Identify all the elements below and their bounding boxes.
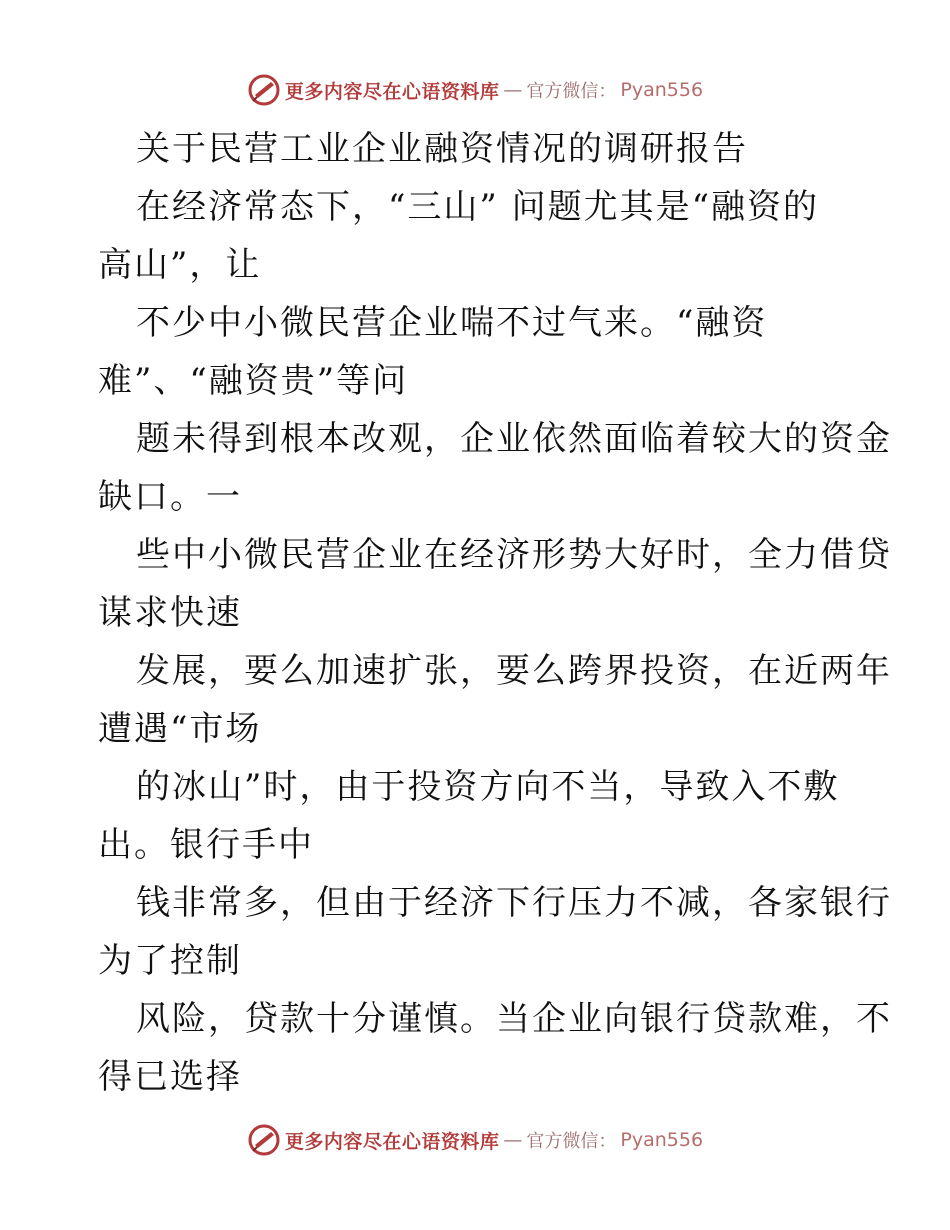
document-body bbox=[98, 120, 892, 1106]
pen-logo-icon bbox=[247, 73, 281, 107]
text-line: 得已选择 bbox=[98, 1057, 242, 1097]
text-line: 的冰山”时，由于投资方向不当，导致入不敷 bbox=[136, 767, 840, 807]
banner-separator: — bbox=[503, 1129, 523, 1151]
banner-main-text: 更多内容尽在心语资料库 bbox=[284, 1130, 500, 1153]
banner-main-text: 更多内容尽在心语资料库 bbox=[284, 80, 500, 103]
footer-watermark-banner bbox=[0, 1120, 950, 1160]
banner-wechat-id: Pyan556 bbox=[620, 79, 704, 101]
text-line: 出。银行手中 bbox=[98, 825, 314, 865]
text-line: 难”、“融资贵”等问 bbox=[98, 361, 409, 401]
text-line: 些中小微民营企业在经济形势大好时，全力借贷 bbox=[136, 535, 892, 575]
text-line: 钱非常多，但由于经济下行压力不减，各家银行 bbox=[136, 883, 892, 923]
text-line: 高山”，让 bbox=[98, 245, 262, 285]
text-line: 在经济常态下，“三山” 问题尤其是“融资的 bbox=[136, 187, 819, 227]
text-line: 谋求快速 bbox=[98, 593, 242, 633]
banner-wechat-id: Pyan556 bbox=[620, 1129, 704, 1151]
banner-separator: — bbox=[503, 79, 523, 101]
text-line: 缺口。一 bbox=[98, 477, 242, 517]
banner-wechat-label: 官方微信： bbox=[526, 81, 617, 102]
banner-wechat-label: 官方微信： bbox=[526, 1131, 617, 1152]
text-line: 发展，要么加速扩张，要么跨界投资，在近两年 bbox=[136, 651, 892, 691]
text-line: 风险，贷款十分谨慎。当企业向银行贷款难，不 bbox=[136, 999, 892, 1039]
text-line: 为了控制 bbox=[98, 941, 242, 981]
pen-logo-icon bbox=[247, 1123, 281, 1157]
text-line: 题未得到根本改观，企业依然面临着较大的资金 bbox=[136, 419, 892, 459]
header-watermark-banner bbox=[0, 70, 950, 110]
text-line: 遭遇“市场 bbox=[98, 709, 262, 749]
text-line: 不少中小微民营企业喘不过气来。“融资 bbox=[136, 303, 768, 343]
document-title: 关于民营工业企业融资情况的调研报告 bbox=[136, 129, 748, 169]
